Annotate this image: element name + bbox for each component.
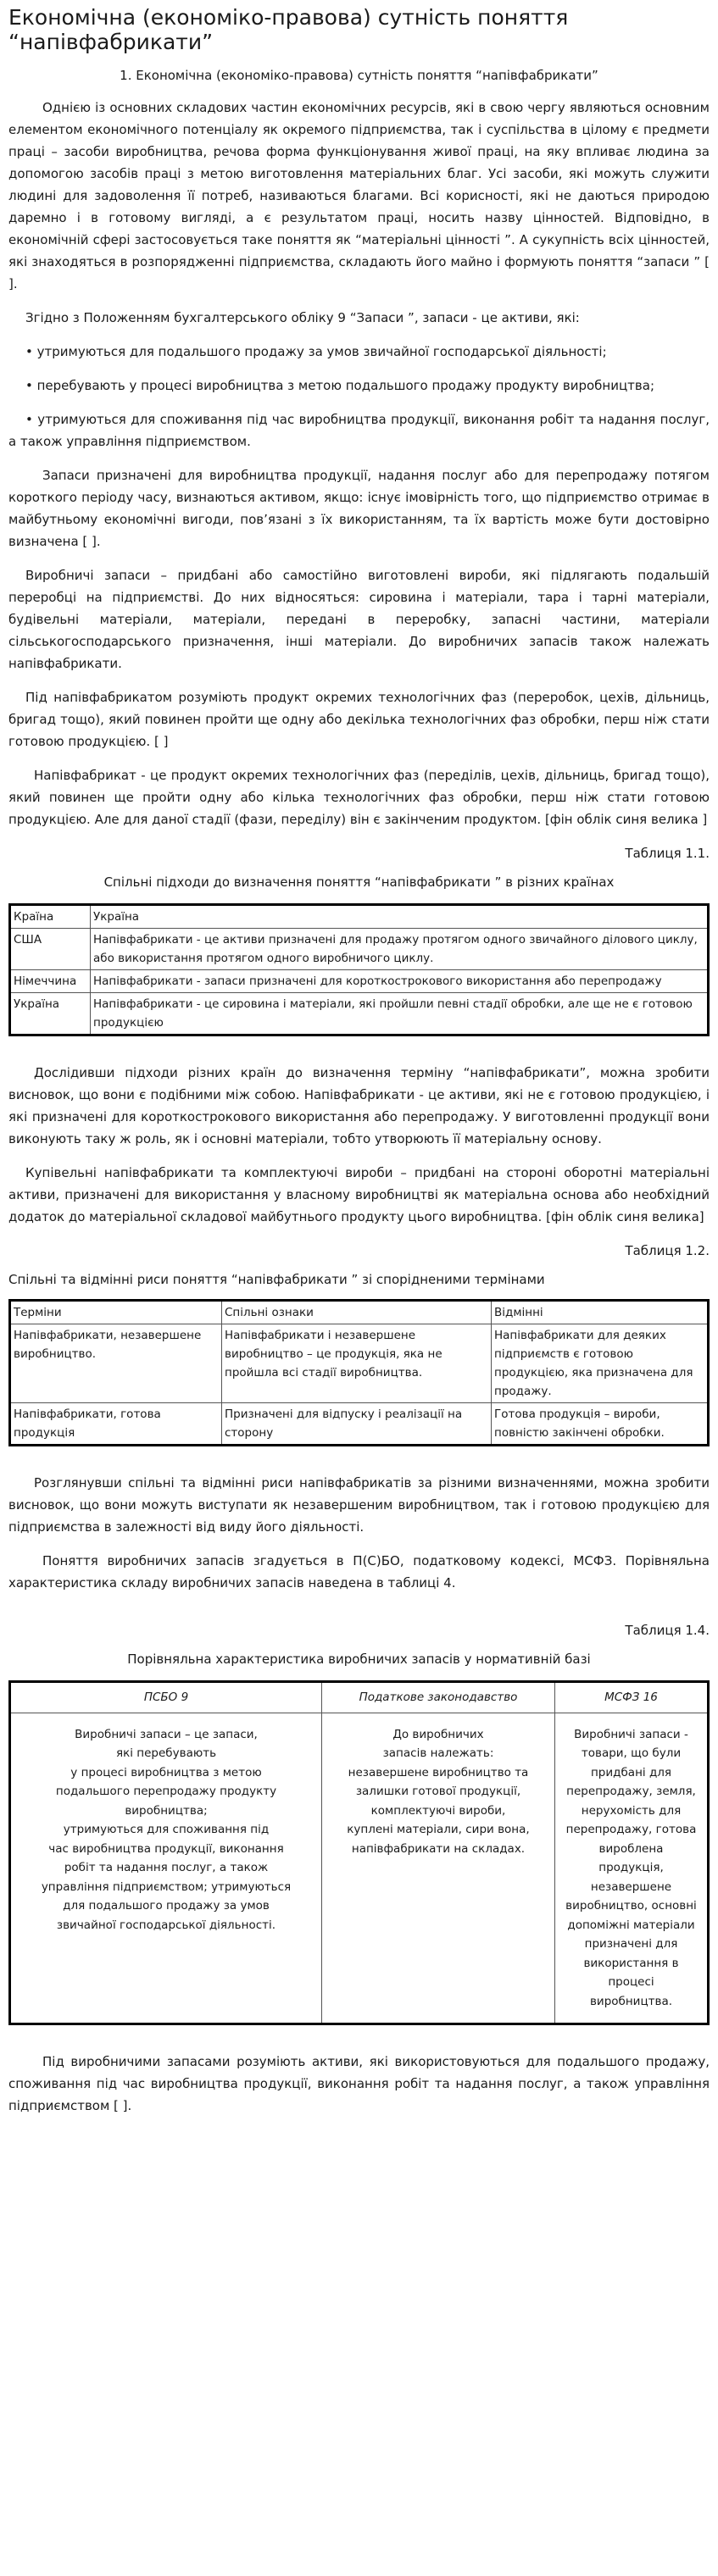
cell-line: напівфабрикати на складах. (351, 1841, 526, 1856)
section-heading: 1. Економічна (економіко-правова) сутність поняття “напівфабрикати” (120, 68, 598, 83)
table-row (10, 1324, 709, 1403)
table-header-cell: Податкове законодавство (322, 1682, 555, 1713)
table-cell: Напівфабрикати, незавершене виробництво. (10, 1324, 222, 1403)
paragraph-8: Купівельні напівфабрикати та комплектуючі вироби – придбані на стороні оборотні матеріальні активи, призначені для використання у власному виробництві як матеріальна основа або необхідний додаток до матеріальної складової майбутнього продукту цього виробництва. [фін облік синя велика] (8, 1165, 710, 1224)
table-header-cell: Відмінні (492, 1301, 709, 1324)
cell-line: запасів належать: (382, 1746, 494, 1760)
table-header-row (10, 1682, 709, 1713)
bullet-item-2: • перебувають у процесі виробництва з метою подальшого продажу продукту виробництва; (25, 378, 655, 393)
paragraph-1: Однією із основних складових частин економічних ресурсів, які в свою чергу являються основним елементом економічного потенціалу як окремого підприємства, так і суспільства в цілому є предмети праці – засоби виробництва, речова форма функціонування живої праці, на яку впливає людина за допомогою засобів праці з метою виготовлення матеріальних благ. Усі засоби, які можуть служити людині для задоволення її потреб, називаються благами. Всі корисності, які не даються природою даремно і в готовому вигляді, а є результатом праці, носить назву цінностей. Відповідно, в економічній сфері застосовується таке поняття як “матеріальні цінності ”. А сукупність всіх цінностей, які знаходяться в розпорядженні підприємства, складають його майно і формують поняття “запаси ” [ ]. (8, 100, 710, 291)
cell-line: звичайної господарської діяльності. (56, 1918, 276, 1932)
table-1 (8, 903, 710, 1036)
table-cell: Напівфабрикати - це сировина і матеріали, які пройшли певні стадії обробки, але ще не є готовою продукцією (91, 993, 709, 1035)
table-header-cell: Україна (91, 905, 709, 929)
table-cell: Напівфабрикати, готова продукція (10, 1403, 222, 1446)
cell-line: у процесі виробництва з метою (70, 1765, 262, 1779)
paragraph-7: Дослідивши підходи різних країн до визначення терміну “напівфабрикати”, можна зробити висновок, що вони є подібними між собою. Напівфабрикати - це активи, які не є готовою продукцією, і які призначені для короткострокового використання або перепродажу. У виготовленні продукції вони виконують таку ж роль, як і основні матеріали, тобто утворюють її матеріальну основу. (8, 1065, 710, 1146)
cell-line: продукція, (598, 1861, 664, 1874)
table-header-cell: Терміни (10, 1301, 222, 1324)
bullet-item-1: • утримуються для подальшого продажу за умов звичайної господарської діяльності; (25, 344, 607, 359)
table-cell: Напівфабрикати для деяких підприємств є готовою продукцією, яка призначена для продажу. (492, 1324, 709, 1403)
cell-line: використання в (583, 1956, 679, 1970)
table-2 (8, 1299, 710, 1446)
table-row (10, 1403, 709, 1446)
cell-line: перепродажу, готова (565, 1823, 697, 1836)
table-cell: Напівфабрикати - запаси призначені для короткострокового використання або перепродажу (91, 970, 709, 993)
table-3 (8, 1680, 710, 2025)
cell-line: допоміжні матеріали (567, 1918, 695, 1932)
cell-line: комплектуючі вироби, (370, 1803, 506, 1818)
paragraph-4: Виробничі запаси – придбані або самостійно виготовлені вироби, які підлягають подальшій переробці на підприємстві. До них відносяться: сировина і матеріали, тара і тарні матеріали, будівельні матеріали, матеріали, передані в переробку, запасні частини, матеріали сільськогосподарського призначення, інші матеріали. До виробничих запасів також належать напівфабрикати. (8, 568, 710, 671)
paragraph-11: Під виробничими запасами розуміють активи, які використовуються для подальшого продажу, споживання під час виробництва продукції, виконання робіт та надання послуг, а також управління підприємством [ ]. (8, 2054, 710, 2113)
cell-line: придбані для (590, 1765, 672, 1779)
table-header-cell: Спільні ознаки (222, 1301, 492, 1324)
cell-line: призначені для (584, 1937, 678, 1951)
table-1-number: Таблиця 1.1. (625, 846, 710, 861)
table-1-caption: Спільні підходи до визначення поняття “напівфабрикати ” в різних країнах (103, 874, 615, 890)
cell-line: робіт та надання послуг, а також (64, 1861, 269, 1874)
cell-line: товари, що були (581, 1746, 682, 1760)
table-header-row (10, 1301, 709, 1324)
document-title: Економічна (економіко-правова) сутність поняття “напівфабрикати” (8, 5, 569, 54)
paragraph-9: Розглянувши спільні та відмінні риси напівфабрикатів за різними визначеннями, можна зробити висновок, що вони можуть виступати як незавершеним виробництвом, так і готовою продукцією для підприємства в залежності від виду його діяльності. (8, 1475, 710, 1535)
table-cell-tax (322, 1713, 555, 2024)
bullet-item-3: • утримуються для споживання під час виробництва продукції, виконання робіт та надання послуг, а також управління підприємством. (8, 412, 710, 449)
table-2-number: Таблиця 1.2. (625, 1243, 710, 1258)
cell-line: куплені матеріали, сири вона, (347, 1823, 530, 1836)
table-cell: Німеччина (10, 970, 91, 993)
cell-line: незавершене (590, 1879, 672, 1894)
cell-line: процесі (608, 1975, 654, 1989)
cell-line: нерухомість для (581, 1803, 682, 1818)
cell-line: залишки готової продукції, (355, 1785, 521, 1798)
cell-line: Виробничі запаси – це запаси, (75, 1727, 258, 1741)
table-3-caption: Порівняльна характеристика виробничих запасів у нормативній базі (127, 1652, 591, 1667)
paragraph-6: Напівфабрикат - це продукт окремих технологічних фаз (переділів, цехів, дільниць, бригад тощо), який повинен ще пройти одну або кілька технологічних фаз обробки, перш ніж стати готовою продукцією. Але для даної стадії (фази, переділу) він є закінченим продуктом. [фін облік синя велика ] (8, 768, 710, 827)
table-row (10, 1713, 709, 2024)
table-3-number: Таблиця 1.4. (625, 1623, 710, 1638)
cell-line: управління підприємством; утримуються (41, 1879, 292, 1894)
cell-line: виробництво, основні (565, 1899, 697, 1913)
cell-line: Виробничі запаси - (574, 1727, 688, 1741)
cell-line: виробництва. (589, 1994, 673, 2008)
cell-line: незавершене виробництво та (348, 1765, 529, 1779)
cell-line: подальшого перепродажу продукту (55, 1785, 277, 1798)
table-cell: США (10, 929, 91, 970)
table-header-cell: Країна (10, 905, 91, 929)
paragraph-10: Поняття виробничих запасів згадується в П(С)БО, податковому кодексі, МСФЗ. Порівняльна характеристика складу виробничих запасів наведена в таблиці 4. (8, 1553, 710, 1591)
cell-line: виробництва; (125, 1803, 208, 1818)
table-row (10, 993, 709, 1035)
table-header-cell: МСФЗ 16 (555, 1682, 709, 1713)
cell-line: час виробництва продукції, виконання (48, 1841, 284, 1856)
table-header-row (10, 905, 709, 929)
table-cell: Призначені для відпуску і реалізації на сторону (222, 1403, 492, 1446)
table-row (10, 929, 709, 970)
paragraph-2: Згідно з Положенням бухгалтерського обліку 9 “Запаси ”, запаси - це активи, які: (25, 310, 580, 325)
table-2-caption: Спільні та відмінні риси поняття “напівфабрикати ” зі спорідненими термінами (8, 1272, 545, 1287)
cell-line: утримуються для споживання під (63, 1823, 270, 1836)
table-header-cell: ПСБО 9 (10, 1682, 322, 1713)
cell-line: До виробничих (392, 1727, 484, 1741)
table-row (10, 970, 709, 993)
cell-line: вироблена (598, 1841, 664, 1856)
table-cell-ifrs (555, 1713, 709, 2024)
table-cell-psbo (10, 1713, 322, 2024)
cell-line: для подальшого продажу за умов (63, 1899, 270, 1913)
cell-line: перепродажу, земля, (566, 1785, 696, 1798)
paragraph-3: Запаси призначені для виробництва продукції, надання послуг або для перепродажу потягом короткого періоду часу, визнаються активом, якщо: існує імовірність того, що підприємство отримає в майбутньому економічні вигоди, пов’язані з їх використанням, та їх вартість може бути достовірно визначена [ ]. (8, 468, 710, 549)
table-cell: Готова продукція – вироби, повністю закінчені обробки. (492, 1403, 709, 1446)
table-cell: Напівфабрикати - це активи призначені для продажу протягом одного звичайного ділового циклу, або використання протягом одного виробничого циклу. (91, 929, 709, 970)
paragraph-5: Під напівфабрикатом розуміють продукт окремих технологічних фаз (переробок, цехів, дільниць, бригад тощо), який повинен пройти ще одну або декілька технологічних фаз обробки, перш ніж стати готовою продукцією. [ ] (8, 690, 710, 749)
cell-line: які перебувають (115, 1746, 217, 1760)
table-cell: Напівфабрикати і незавершене виробництво – це продукція, яка не пройшла всі стадії виробництва. (222, 1324, 492, 1403)
table-cell: Україна (10, 993, 91, 1035)
